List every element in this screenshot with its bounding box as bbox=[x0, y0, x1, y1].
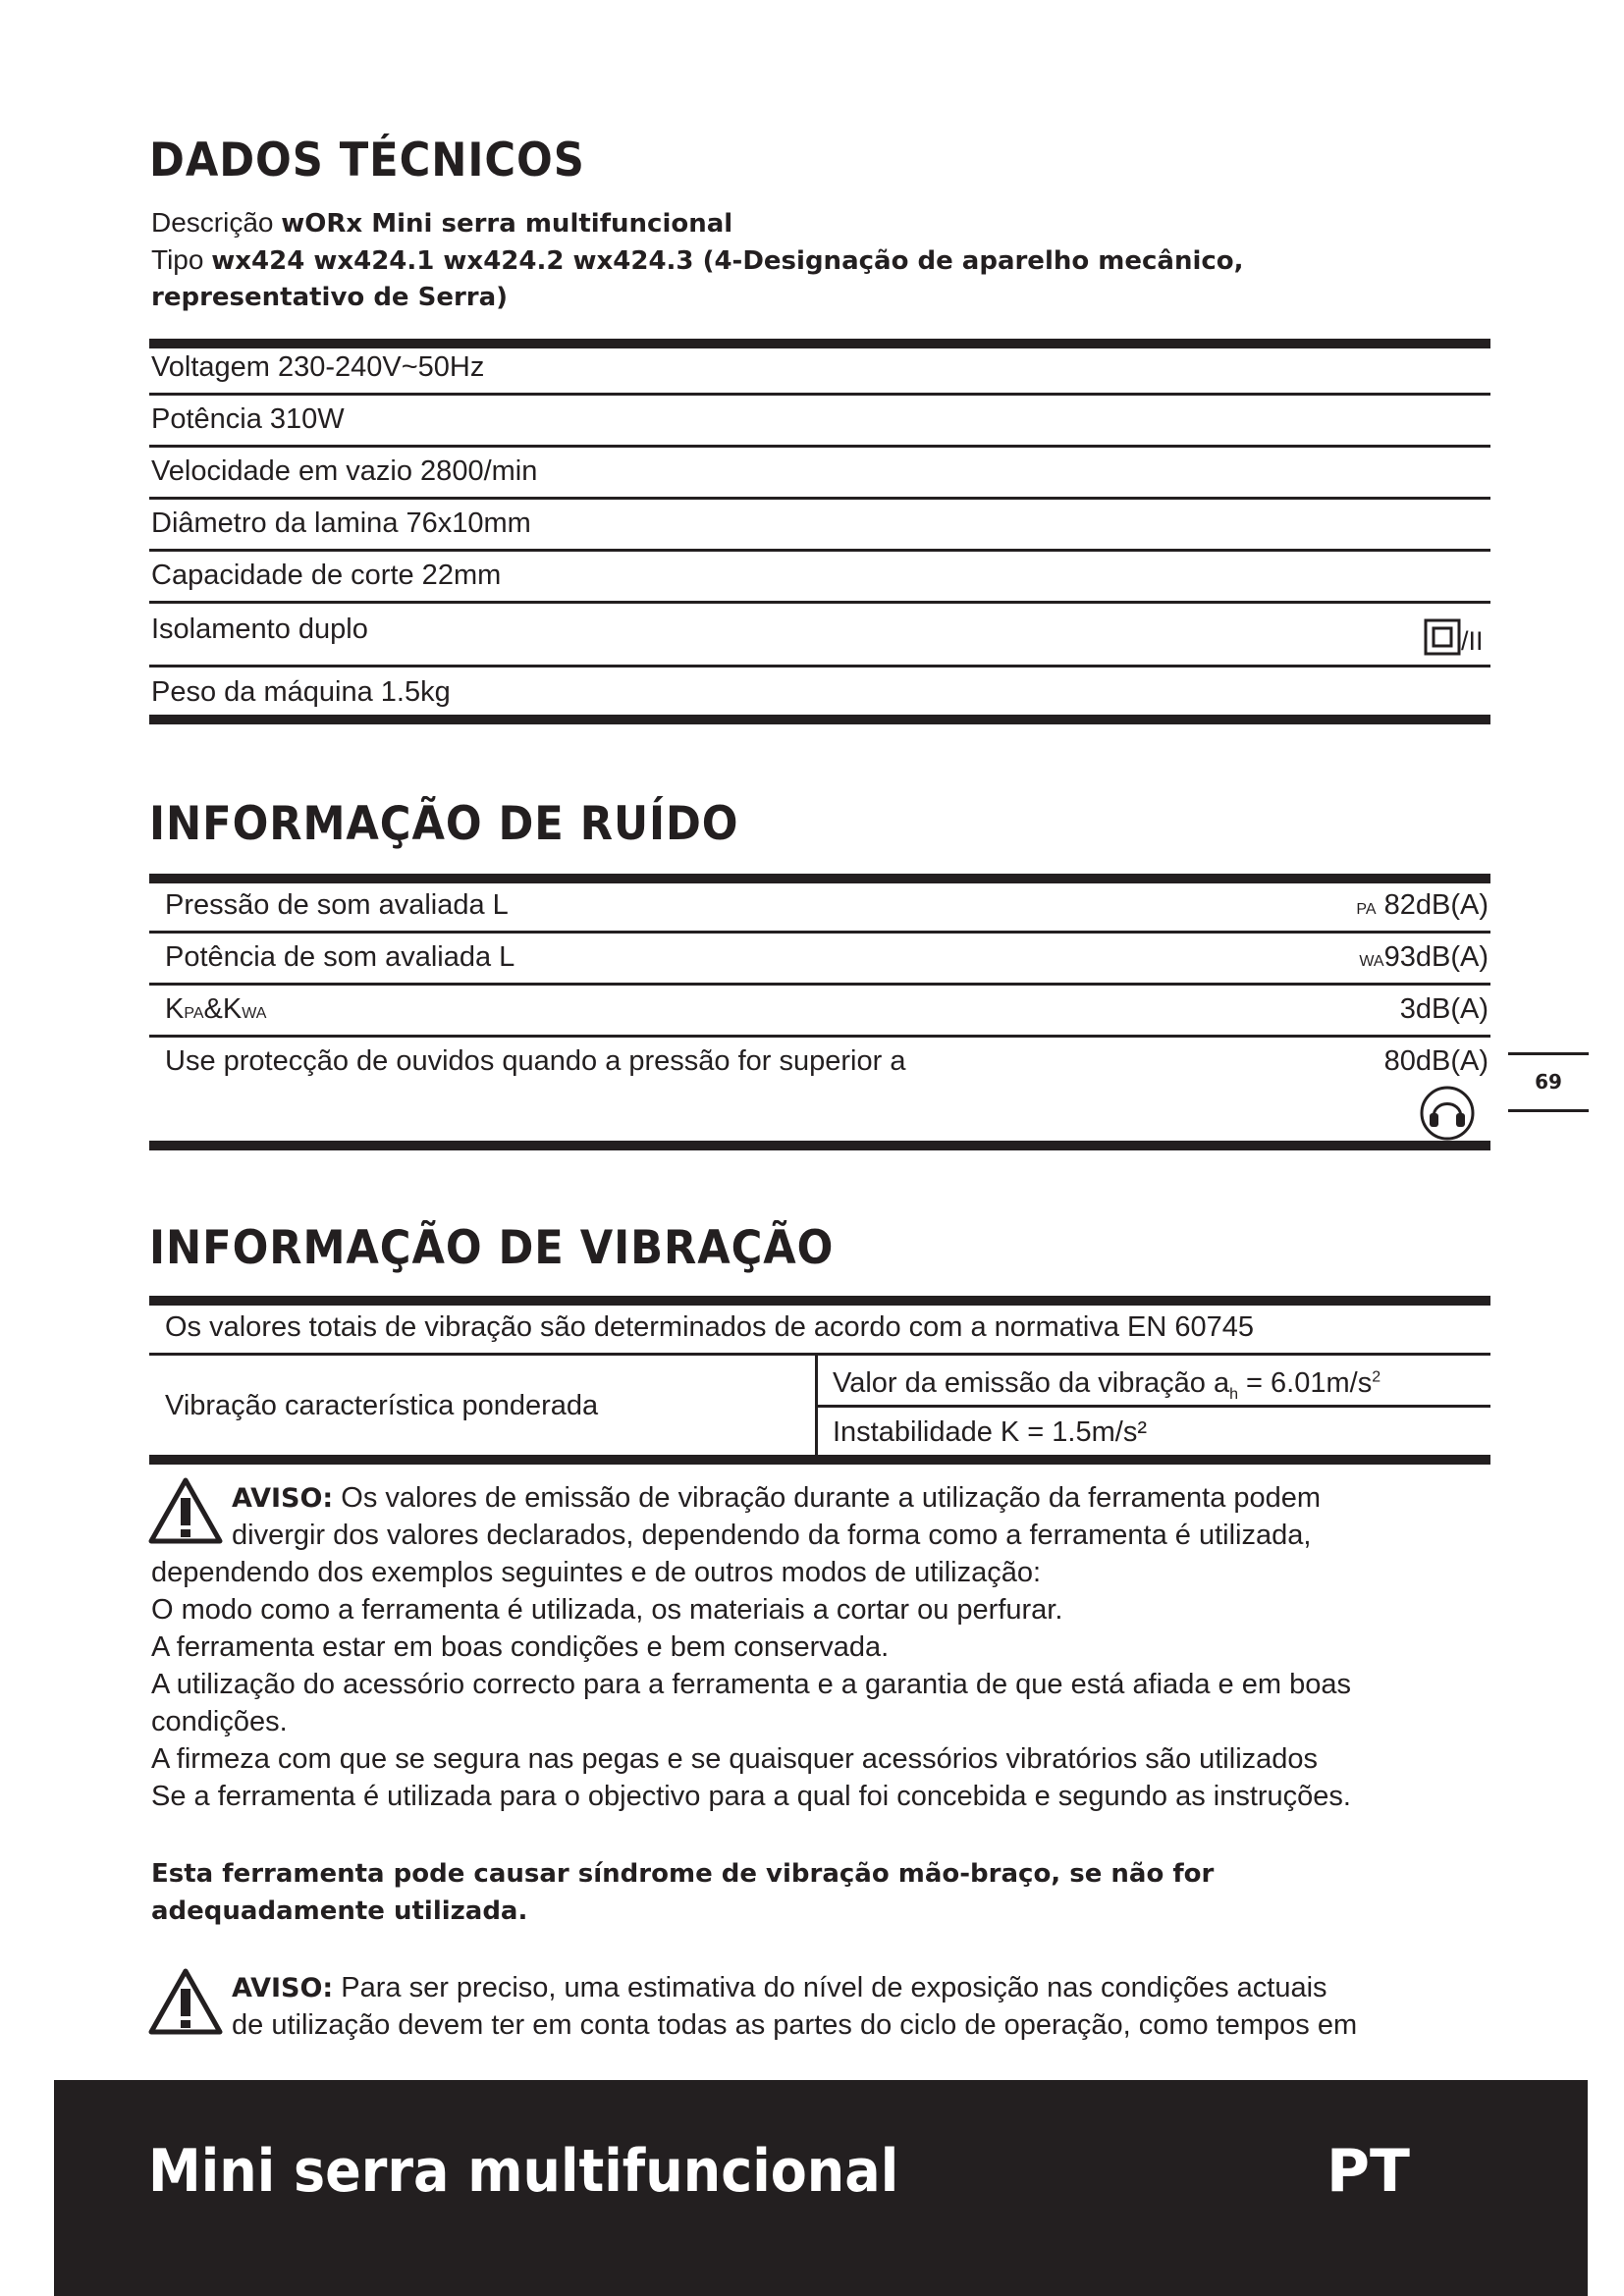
warning1-line8: A firmeza com que se segura nas pegas e se quaisquer acessórios vibratórios são utilizados bbox=[151, 1743, 1319, 1775]
noise-table-bottom-rule bbox=[149, 1141, 1490, 1150]
sound-power-subscript: WA bbox=[1359, 953, 1384, 970]
footer-language: PT bbox=[1326, 2137, 1410, 2206]
footer-title: Mini serra multifuncional bbox=[148, 2137, 899, 2206]
table-bottom-rule bbox=[149, 715, 1490, 724]
emission-prefix: Valor da emissão da vibração a bbox=[833, 1367, 1230, 1399]
warning1-line4: O modo como a ferramenta é utilizada, os materiais a cortar ou perfurar. bbox=[151, 1594, 1063, 1626]
warning2-line1 bbox=[232, 1969, 1327, 2007]
type-label: Tipo bbox=[151, 244, 204, 275]
type-value: wx424 wx424.1 wx424.2 wx424.3 (4-Designação de aparelho mecânico, bbox=[211, 246, 1244, 276]
noise-row-ear-protection-label: Use protecção de ouvidos quando a pressão for superior a bbox=[165, 1045, 906, 1077]
sound-power-value: 93dB(A) bbox=[1383, 941, 1489, 973]
warning1-line1 bbox=[232, 1479, 1321, 1518]
k-amp: &K bbox=[203, 993, 243, 1025]
spec-row-cutting-capacity: Capacidade de corte 22mm bbox=[151, 560, 502, 591]
k-pa-subscript: PA bbox=[184, 1005, 204, 1022]
warning2-line2: de utilização devem ter em conta todas as partes do ciclo de operação, como tempos em bbox=[232, 2009, 1358, 2041]
emission-superscript: 2 bbox=[1372, 1368, 1381, 1386]
noise-table-top-rule bbox=[149, 874, 1490, 883]
row-divider bbox=[149, 931, 1490, 934]
double-insulation-mark: /II bbox=[1461, 626, 1484, 656]
table-top-rule bbox=[149, 339, 1490, 348]
vibration-table-bottom-rule bbox=[149, 1455, 1490, 1465]
hav-warning-line2: adequadamente utilizada. bbox=[151, 1896, 528, 1926]
description-value: wORx Mini serra multifuncional bbox=[281, 209, 733, 239]
row-divider bbox=[149, 393, 1490, 396]
emission-suffix: = 6.01m/s bbox=[1237, 1367, 1373, 1399]
technical-heading: DADOS TÉCNICOS bbox=[149, 133, 585, 187]
page-number: 69 bbox=[1535, 1070, 1562, 1094]
spec-row-power: Potência 310W bbox=[151, 403, 345, 435]
description-line bbox=[151, 204, 732, 242]
noise-row-sound-pressure-label: Pressão de som avaliada L bbox=[165, 889, 509, 921]
hav-warning-line1: Esta ferramenta pode causar síndrome de vibração mão-braço, se não for bbox=[151, 1859, 1215, 1889]
ear-protection-icon bbox=[1420, 1086, 1475, 1141]
sound-pressure-subscript: PA bbox=[1356, 901, 1377, 918]
row-divider bbox=[149, 497, 1490, 500]
type-line bbox=[151, 241, 1244, 280]
noise-row-sound-power-label: Potência de som avaliada L bbox=[165, 941, 515, 973]
spec-row-no-load-speed: Velocidade em vazio 2800/min bbox=[151, 455, 538, 487]
spec-row-double-insulation: Isolamento duplo bbox=[151, 614, 368, 645]
warning1-line9: Se a ferramenta é utilizada para o objectivo para a qual foi concebida e segundo as instruções. bbox=[151, 1781, 1351, 1812]
warning2-title: AVISO: bbox=[232, 1973, 334, 2003]
warning1-title: AVISO: bbox=[232, 1483, 334, 1514]
noise-heading: INFORMAÇÃO DE RUÍDO bbox=[149, 797, 739, 851]
noise-row-uncertainty-label bbox=[165, 993, 266, 1026]
row-divider bbox=[149, 549, 1490, 552]
warning1-line7: condições. bbox=[151, 1706, 288, 1737]
k-symbol: K bbox=[165, 993, 185, 1025]
row-divider bbox=[149, 1035, 1490, 1038]
warning1-line5: A ferramenta estar em boas condições e bem conservada. bbox=[151, 1631, 890, 1663]
noise-row-sound-pressure-value bbox=[1356, 889, 1489, 922]
noise-row-ear-protection-value: 80dB(A) bbox=[1383, 1045, 1489, 1077]
warning-triangle-icon bbox=[147, 1476, 224, 1545]
sound-pressure-value: 82dB(A) bbox=[1383, 889, 1489, 921]
row-divider bbox=[149, 445, 1490, 448]
vibration-standard-row: Os valores totais de vibração são determinados de acordo com a normativa EN 60745 bbox=[165, 1311, 1255, 1343]
noise-row-sound-power-value bbox=[1359, 941, 1489, 974]
warning1-text1: Os valores de emissão de vibração durante a utilização da ferramenta podem bbox=[333, 1482, 1322, 1514]
row-divider bbox=[149, 665, 1490, 667]
row-divider bbox=[818, 1405, 1490, 1408]
noise-row-uncertainty-value: 3dB(A) bbox=[1399, 993, 1489, 1025]
vibration-table-top-rule bbox=[149, 1296, 1490, 1306]
warning1-line6: A utilização do acessório correcto para a ferramenta e a garantia de que está afiada e em boas bbox=[151, 1669, 1351, 1700]
type-value-continued: representativo de Serra) bbox=[151, 283, 509, 312]
page-number-rule-bottom bbox=[1508, 1109, 1589, 1112]
warning-triangle-icon bbox=[147, 1967, 224, 2036]
footer-banner bbox=[54, 2080, 1588, 2296]
row-divider bbox=[149, 601, 1490, 604]
warning2-text1: Para ser preciso, uma estimativa do nível de exposição nas condições actuais bbox=[333, 1972, 1327, 2003]
spec-row-blade-diameter: Diâmetro da lamina 76x10mm bbox=[151, 507, 531, 539]
k-wa-subscript: WA bbox=[242, 1005, 267, 1022]
warning1-line3: dependendo dos exemplos seguintes e de outros modos de utilização: bbox=[151, 1557, 1042, 1588]
vibration-weighted-label: Vibração característica ponderada bbox=[165, 1390, 599, 1421]
warning1-line2: divergir dos valores declarados, dependendo da forma como a ferramenta é utilizada, bbox=[232, 1520, 1312, 1551]
vibration-uncertainty: Instabilidade K = 1.5m/s² bbox=[833, 1416, 1147, 1448]
spec-row-voltage: Voltagem 230-240V~50Hz bbox=[151, 351, 485, 383]
page-number-rule-top bbox=[1508, 1052, 1589, 1055]
vibration-heading: INFORMAÇÃO DE VIBRAÇÃO bbox=[149, 1221, 835, 1275]
description-label: Descrição bbox=[151, 207, 274, 238]
double-insulation-square-icon bbox=[1424, 618, 1461, 656]
row-divider bbox=[149, 983, 1490, 986]
row-divider bbox=[149, 1353, 1490, 1356]
emission-subscript: h bbox=[1229, 1385, 1238, 1403]
vibration-emission-value bbox=[833, 1367, 1380, 1404]
spec-row-weight: Peso da máquina 1.5kg bbox=[151, 676, 451, 708]
